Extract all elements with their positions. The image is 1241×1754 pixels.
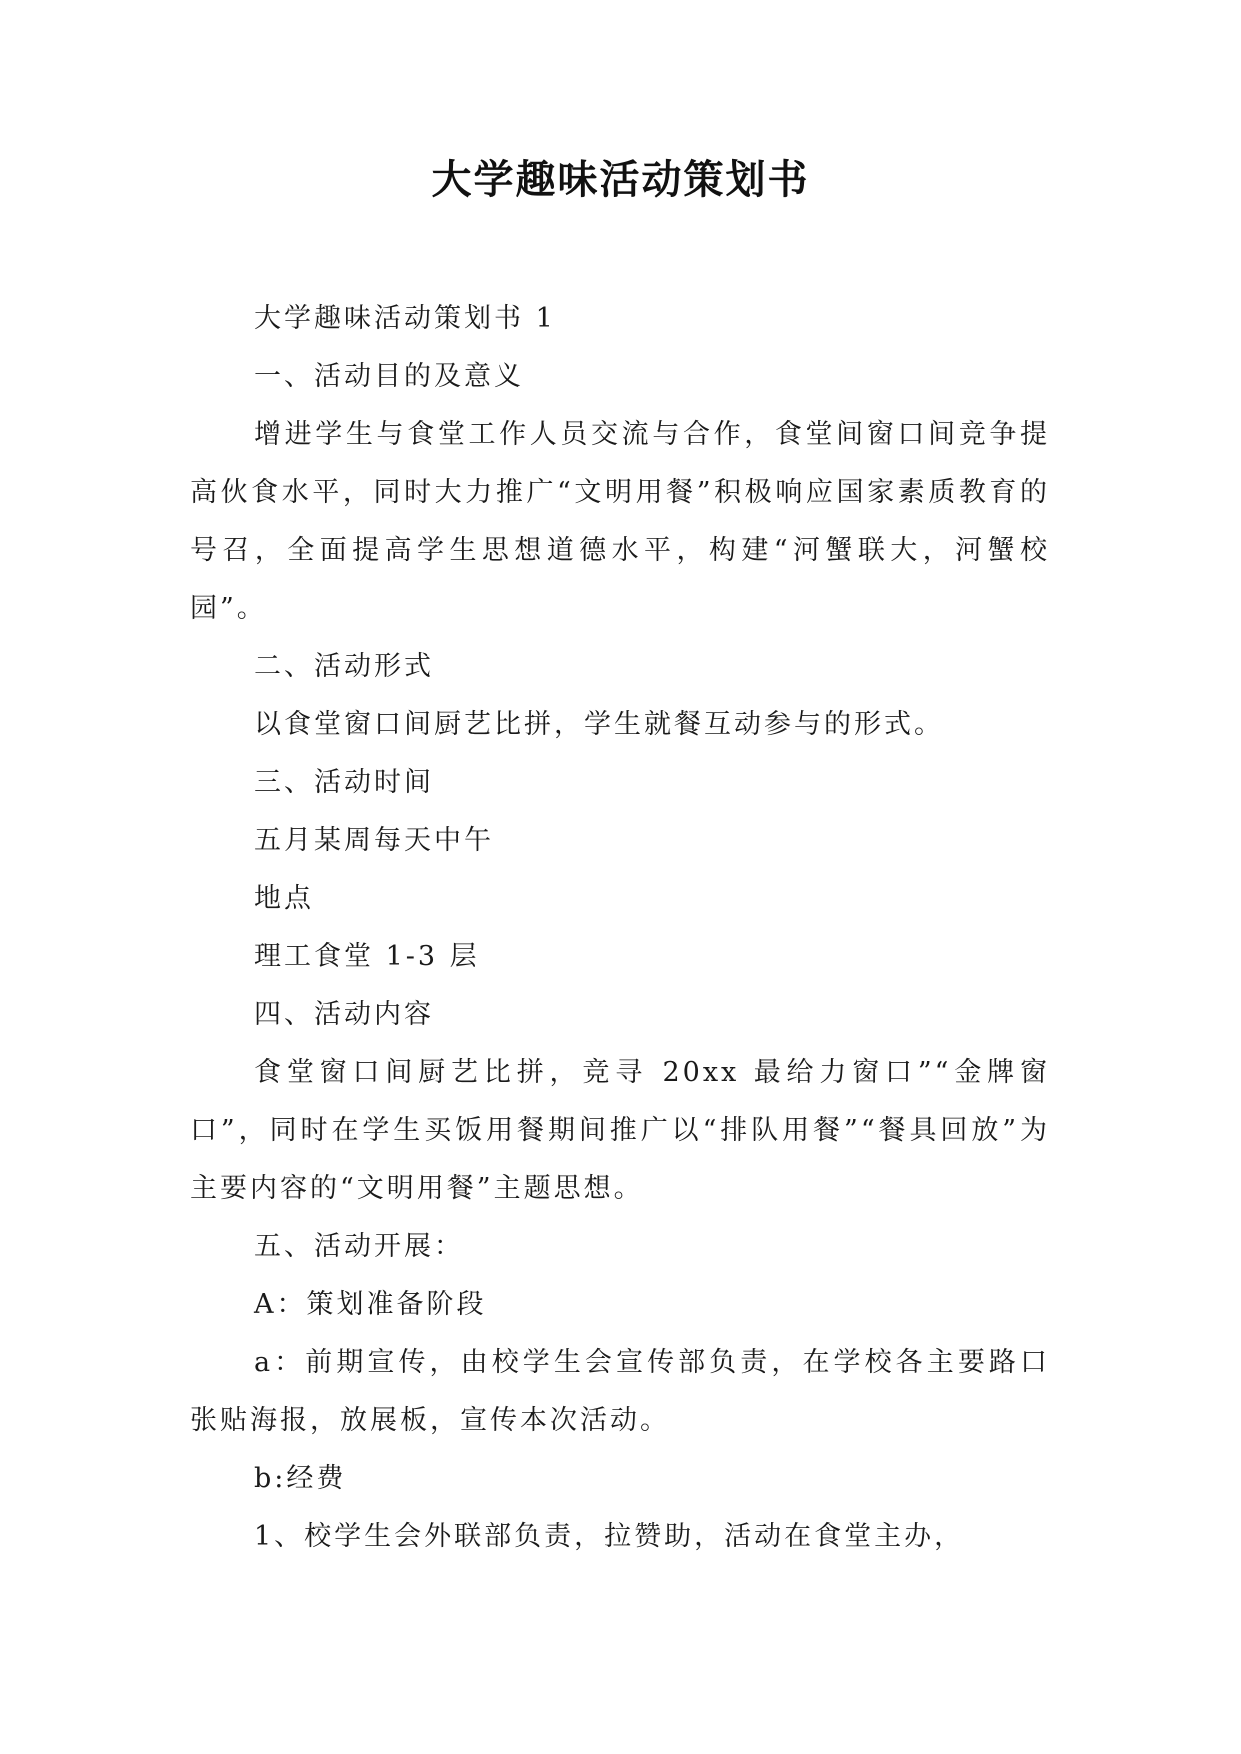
doc-paragraph-location: 理工食堂 1-3 层 [254,941,480,972]
doc-paragraph-funding: 1、校学生会外联部负责，拉赞助，活动在食堂主办， [254,1521,965,1552]
doc-subheading-planning: A：策划准备阶段 [254,1289,487,1320]
doc-paragraph-purpose: 增进学生与食堂工作人员交流与合作，食堂间窗口间竞争提高伙食水平，同时大力推广“文明用餐”积极响应国家素质教育的号召，全面提高学生思想道德水平，构建“河蟹联大，河蟹校园”。 [190,419,1050,624]
doc-heading-form: 二、活动形式 [254,651,434,682]
doc-heading-execution: 五、活动开展： [254,1231,464,1262]
doc-heading-location: 地点 [254,883,314,914]
doc-subheading-funding: b:经费 [254,1463,347,1494]
doc-heading-purpose: 一、活动目的及意义 [254,361,524,392]
doc-paragraph-content: 食堂窗口间厨艺比拼，竞寻 20xx 最给力窗口”“金牌窗口”，同时在学生买饭用餐期间推广以“排队用餐”“餐具回放”为主要内容的“文明用餐”主题思想。 [190,1057,1050,1204]
doc-heading-content: 四、活动内容 [254,999,434,1030]
document-title: 大学趣味活动策划书 [431,157,810,203]
document-body [190,290,1050,1566]
doc-paragraph-publicity: a：前期宣传，由校学生会宣传部负责，在学校各主要路口张贴海报，放展板，宣传本次活动。 [190,1347,1050,1436]
doc-paragraph-subtitle: 大学趣味活动策划书 1 [254,303,556,334]
doc-heading-time: 三、活动时间 [254,767,434,798]
doc-paragraph-time: 五月某周每天中午 [254,825,494,856]
doc-paragraph-form: 以食堂窗口间厨艺比拼，学生就餐互动参与的形式。 [254,709,944,740]
